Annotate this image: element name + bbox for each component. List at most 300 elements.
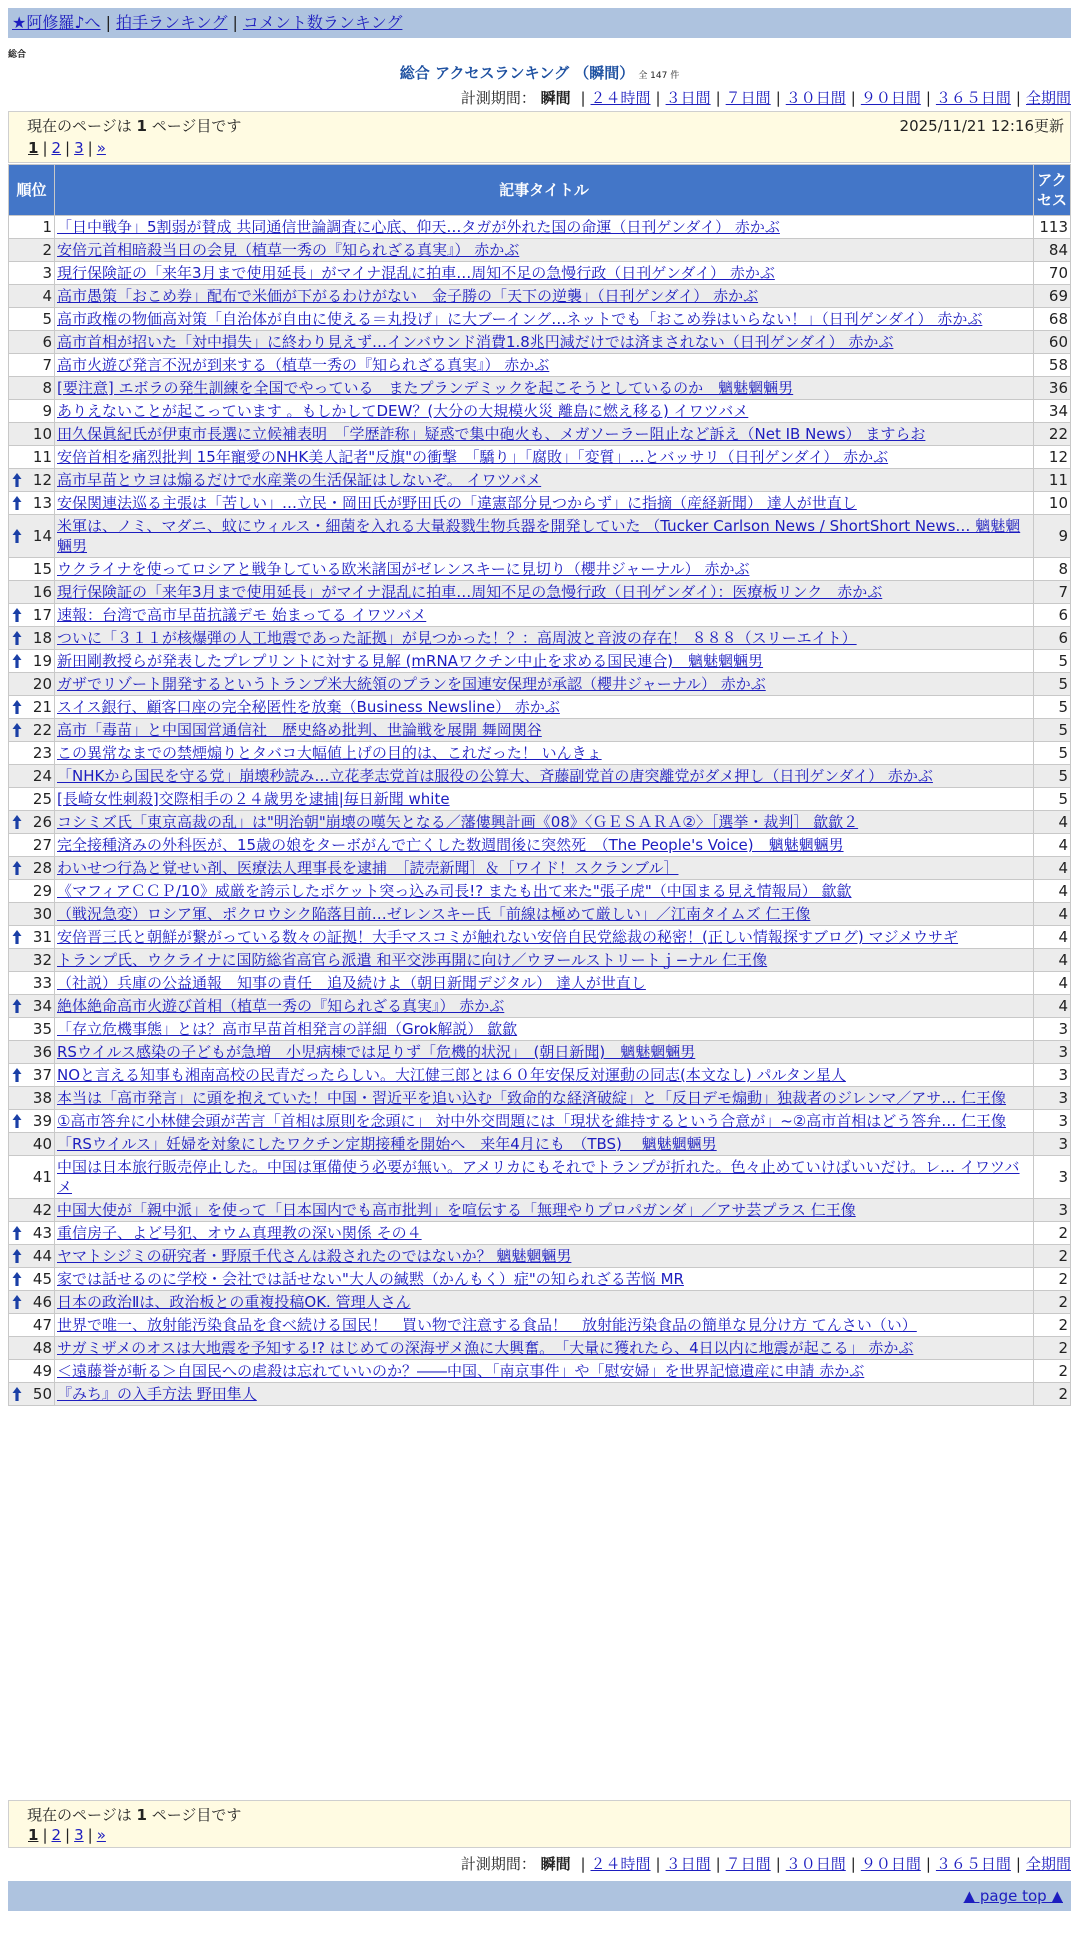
rank-number: 28 (32, 859, 52, 877)
rank-number: 26 (32, 813, 52, 831)
article-title-link[interactable]: 現行保険証の「来年3月まで使用延長」がマイナ混乱に拍車…周知不足の急慢行政（日刊ゲンダイ）：医療板リンク 赤かぶ (57, 583, 883, 601)
rank-number: 50 (32, 1385, 52, 1403)
table-row (9, 377, 1070, 399)
rank-number: 42 (32, 1201, 52, 1219)
item-count: 全 147 件 (638, 71, 680, 81)
access-count: 3 (1034, 1199, 1070, 1221)
access-count: 2 (1034, 1222, 1070, 1244)
page-title (0, 62, 1079, 83)
current-page-text (27, 115, 241, 136)
article-title-link[interactable]: 《マフィアＣＣＰ/10》威厳を誇示したポケット突っ込み司長!? またも出て来た"張子虎"（中国まる見え情報局） 歙歙 (57, 882, 852, 900)
period-separator: | (850, 89, 856, 107)
period-separator: | (655, 89, 661, 107)
table-row (9, 308, 1070, 330)
period-link[interactable]: ３日間 (665, 1855, 711, 1873)
table-row (9, 719, 1070, 741)
article-title-link[interactable]: ＜遠藤誉が斬る＞自国民への虐殺は忘れていいのか？――中国、「南京事件」や「慰安婦」を世界記憶遺産に申請 赤かぶ (57, 1362, 865, 1380)
rank-up-arrow-icon (12, 472, 22, 488)
table-row (9, 926, 1070, 948)
rank-cell (9, 492, 54, 514)
rank-up-arrow-icon (12, 528, 22, 544)
period-link[interactable]: ３日間 (665, 89, 711, 107)
title-cell (55, 1245, 1033, 1267)
rank-cell (9, 1245, 54, 1267)
table-row (9, 446, 1070, 468)
table-row (9, 949, 1070, 971)
access-count: 84 (1034, 239, 1070, 261)
title-cell (55, 857, 1033, 879)
access-count: 34 (1034, 400, 1070, 422)
title-cell (55, 1156, 1033, 1198)
period-separator: | (715, 1855, 721, 1873)
access-count: 2 (1034, 1360, 1070, 1382)
pager-top (28, 139, 106, 157)
rank-number: 41 (32, 1168, 52, 1186)
article-title-link[interactable]: [要注意] エボラの発生訓練を全国でやっている またプランデミックを起こそうとしているのか 魑魅魍魎男 (57, 379, 794, 397)
rank-up-arrow-icon (12, 1271, 22, 1287)
article-title-link[interactable]: コシミズ氏「東京高裁の乱」は"明治朝"崩壊の嘆矢となる／藩僂興計画《08》〈ＧＥＳＡＲＡ②〉［選挙・裁判］ 歙歙２ (57, 813, 859, 831)
pager-separator: | (42, 1826, 48, 1844)
access-count: 5 (1034, 696, 1070, 718)
article-title-link[interactable]: 安保関連法巡る主張は「苦しい」…立民・岡田氏が野田氏の「違憲部分見つからず」に指摘（産経新聞） 達人が世直し (57, 494, 857, 512)
article-title-link[interactable]: トランプ氏、ウクライナに国防総省高官ら派遣 和平交渉再開に向け／ウヲールストリートｊ−ナル 仁王像 (57, 951, 768, 969)
pager-page-link[interactable]: 3 (74, 1826, 84, 1844)
article-title-link[interactable]: 「RSウイルス」妊婦を対象にしたワクチン定期接種を開始へ 来年4月にも （TBS) 魑魅魍魎男 (57, 1135, 717, 1153)
access-count: 22 (1034, 423, 1070, 445)
rank-number: 3 (42, 264, 52, 282)
rank-cell (9, 469, 54, 491)
article-title-link[interactable]: 安倍首相を痛烈批判 15年寵愛のNHK美人記者"反旗"の衝撃 「驕り」「腐敗」「変質」…とバッサリ（日刊ゲンダイ） 赤かぶ (57, 448, 889, 466)
rank-up-arrow-icon (12, 1225, 22, 1241)
pager-separator: | (65, 1826, 71, 1844)
pager-page-link[interactable]: 3 (74, 139, 84, 157)
title-cell (55, 400, 1033, 422)
current-page-prefix: 現在のページは (27, 117, 137, 135)
table-row (9, 995, 1070, 1017)
access-count: 60 (1034, 331, 1070, 353)
rank-cell (9, 742, 54, 764)
period-separator: | (775, 89, 781, 107)
article-title-link[interactable]: 「日中戦争」5割弱が賛成 共同通信世論調査に心底、仰天…タガが外れた国の命運（日刊ゲンダイ） 赤かぶ (57, 218, 780, 236)
title-cell (55, 1337, 1033, 1359)
article-title-link[interactable]: 高市火遊び発言不況が到来する（植草一秀の『知られざる真実』） 赤かぶ (57, 356, 550, 374)
access-count: 4 (1034, 857, 1070, 879)
rank-number: 10 (32, 425, 52, 443)
title-cell (55, 1041, 1033, 1063)
table-row (9, 696, 1070, 718)
article-title-link[interactable]: 日本の政治Ⅱは、政治板との重複投稿OK. 管理人さん (57, 1293, 411, 1311)
pager-next-link[interactable]: » (96, 139, 106, 157)
rank-cell (9, 995, 54, 1017)
rank-cell (9, 1018, 54, 1040)
rank-number: 4 (42, 287, 52, 305)
rank-cell (9, 719, 54, 741)
table-row (9, 765, 1070, 787)
rank-up-arrow-icon (12, 1113, 22, 1129)
title-cell (55, 469, 1033, 491)
period-links (575, 89, 1071, 107)
rank-number: 35 (32, 1020, 52, 1038)
access-count: 6 (1034, 627, 1070, 649)
rank-up-arrow-icon (12, 1248, 22, 1264)
rank-number: 23 (32, 744, 52, 762)
article-title-link[interactable]: [長崎女性刺殺]交際相手の２４歳男を逮捕|毎日新聞 white (57, 790, 450, 808)
table-row (9, 558, 1070, 580)
title-cell (55, 1064, 1033, 1086)
rank-number: 2 (42, 241, 52, 259)
table-row (9, 811, 1070, 833)
article-title-link[interactable]: 「存立危機事態」とは？高市早苗首相発言の詳細（Grok解説） 歙歙 (57, 1020, 518, 1038)
article-title-link[interactable]: 現行保険証の「来年3月まで使用延長」がマイナ混乱に拍車…周知不足の急慢行政（日刊ゲンダイ） 赤かぶ (57, 264, 775, 282)
access-count: 4 (1034, 972, 1070, 994)
article-title-link[interactable]: 高市政権の物価高対策「自治体が自由に使える＝丸投げ」に大ブーイング…ネットでも「おこめ券はいらない！」（日刊ゲンダイ） 赤かぶ (57, 310, 983, 328)
rank-cell (9, 834, 54, 856)
article-title-link[interactable]: ガザでリゾート開発するというトランプ米大統領のプランを国連安保理が承認（櫻井ジャーナル） 赤かぶ (57, 675, 766, 693)
access-count: 5 (1034, 765, 1070, 787)
pager-page-link[interactable]: 2 (51, 139, 62, 157)
access-count: 11 (1034, 469, 1070, 491)
rank-cell (9, 857, 54, 879)
article-title-link[interactable]: この異常なまでの禁煙煽りとタバコ大幅値上げの目的は、これだった！ いんきょ (57, 744, 602, 762)
access-count: 68 (1034, 308, 1070, 330)
table-row (9, 1314, 1070, 1336)
rank-cell (9, 377, 54, 399)
rank-number: 40 (32, 1135, 52, 1153)
rank-cell (9, 423, 54, 445)
article-title-link[interactable]: 世界で唯一、放射能汚染食品を食べ続ける国民！ 買い物で注意する食品！ 放射能汚染食品の簡単な見分け方 てんさい（い） (57, 1316, 917, 1334)
rank-number: 45 (32, 1270, 52, 1288)
rank-cell (9, 926, 54, 948)
title-cell (55, 1133, 1033, 1155)
rank-number: 29 (32, 882, 52, 900)
period-separator: | (580, 89, 586, 107)
article-title-link[interactable]: 米軍は、ノミ、マダニ、蚊にウィルス・細菌を入れる大量殺戮生物兵器を開発していた （Tucker Carlson News / ShortShort News… 魑魅魍魎男 (57, 517, 1021, 555)
article-title-link[interactable]: 絶体絶命高市火遊び首相（植草一秀の『知られざる真実』） 赤かぶ (57, 997, 505, 1015)
rank-number: 1 (42, 218, 52, 236)
rank-cell (9, 811, 54, 833)
title-cell (55, 354, 1033, 376)
period-link[interactable]: ９０日間 (860, 1855, 921, 1873)
pager-current-page: 1 (28, 1826, 39, 1844)
rank-cell (9, 604, 54, 626)
table-row (9, 469, 1070, 491)
rank-number: 22 (32, 721, 52, 739)
rank-cell (9, 216, 54, 238)
access-count: 12 (1034, 446, 1070, 468)
article-title-link[interactable]: ①高市答弁に小林健会頭が苦言「首相は原則を念頭に」 対中外交問題には「現状を維持するという合意が」~②高市首相はどう答弁… 仁王像 (57, 1112, 1007, 1130)
rank-cell (9, 1291, 54, 1313)
table-row (9, 857, 1070, 879)
title-cell (55, 1018, 1033, 1040)
nav-separator: | (105, 13, 111, 32)
table-row (9, 423, 1070, 445)
period-separator: | (715, 89, 721, 107)
rank-cell (9, 239, 54, 261)
article-title-link[interactable]: 中国は日本旅行販売停止した。中国は軍備使う必要が無い。アメリカにもそれでトランプが折れた。色々止めていけばいいだけ。レ… イワツバメ (57, 1158, 1020, 1196)
access-count: 69 (1034, 285, 1070, 307)
article-title-link[interactable]: 安倍晋三氏と朝鮮が繋がっている数々の証拠！大手マスコミが触れない安倍自民党総裁の秘密！(正しい情報探すブログ) マジメウサギ (57, 928, 959, 946)
table-row (9, 788, 1070, 810)
article-title-link[interactable]: 速報：台湾で高市早苗抗議デモ 始まってる イワツバメ (57, 606, 427, 624)
access-count: 3 (1034, 1156, 1070, 1198)
title-cell (55, 558, 1033, 580)
period-separator: | (775, 1855, 781, 1873)
table-row (9, 1245, 1070, 1267)
title-header: 記事タイトル (55, 165, 1033, 215)
title-cell (55, 788, 1033, 810)
title-cell (55, 1383, 1033, 1405)
article-title-link[interactable]: NOと言える知事も湘南高校の民青だったらしい。大江健三郎とは６０年安保反対運動の同志(本文なし) パルタン星人 (57, 1066, 846, 1084)
rank-number: 34 (32, 997, 52, 1015)
rank-cell (9, 972, 54, 994)
rank-cell (9, 515, 54, 557)
current-page-prefix: 現在のページは (27, 1806, 137, 1824)
table-row (9, 285, 1070, 307)
rank-number: 30 (32, 905, 52, 923)
ranking-title: 総合 アクセスランキング （瞬間） (399, 64, 635, 82)
article-title-link[interactable]: 高市早苗とウヨは煽るだけで水産業の生活保証はしないぞ。 イワツバメ (57, 471, 542, 489)
article-title-link[interactable]: 「NHKから国民を守る党」崩壊秒読み…立花孝志党首は服役の公算大、斉藤副党首の唐突離党がダメ押し（日刊ゲンダイ） 赤かぶ (57, 767, 933, 785)
article-title-link[interactable]: ありえないことが起こっています 。もしかしてDEW？(大分の大規模火災 離島に燃え移る) イワツバメ (57, 402, 749, 420)
rank-cell (9, 400, 54, 422)
article-title-link[interactable]: 家では話せるのに学校・会社では話せない"大人の緘黙（かんもく）症"の知られざる苦悩 MR (57, 1270, 684, 1288)
pager-page-link[interactable]: 2 (51, 1826, 62, 1844)
table-row (9, 673, 1070, 695)
access-count: 2 (1034, 1291, 1070, 1313)
article-title-link[interactable]: ヤマトシジミの研究者・野原千代さんは殺されたのではないか？ 魑魅魍魎男 (57, 1247, 572, 1265)
table-row (9, 1268, 1070, 1290)
period-link[interactable]: ２４時間 (590, 89, 651, 107)
title-cell (55, 880, 1033, 902)
article-title-link[interactable]: 高市「毒苗」と中国国営通信社 歴史絡め批判、世論戦を展開 舞岡関谷 (57, 721, 542, 739)
access-count: 4 (1034, 995, 1070, 1017)
title-cell (55, 1199, 1033, 1221)
access-count: 2 (1034, 1245, 1070, 1267)
article-title-link[interactable]: 本当は「高市発言」に頭を抱えていた！中国・習近平を追い込む「致命的な経済破綻」と「反日デモ煽動」独裁者のジレンマ／アサ… 仁王像 (57, 1089, 1007, 1107)
rank-cell (9, 446, 54, 468)
rank-up-arrow-icon (12, 1386, 22, 1402)
current-page-suffix: ページ目です (146, 117, 242, 135)
title-cell (55, 834, 1033, 856)
access-count: 3 (1034, 1064, 1070, 1086)
title-cell (55, 972, 1033, 994)
access-count: 58 (1034, 354, 1070, 376)
rank-cell (9, 262, 54, 284)
rank-cell (9, 1383, 54, 1405)
rank-cell (9, 903, 54, 925)
table-row (9, 903, 1070, 925)
article-title-link[interactable]: 完全接種済みの外科医が、15歳の娘をターボがんで亡くした数週間後に突然死 （The People's Voice) 魑魅魍魎男 (57, 836, 844, 854)
rank-number: 43 (32, 1224, 52, 1242)
pager-current-page: 1 (28, 139, 39, 157)
table-row (9, 400, 1070, 422)
article-title-link[interactable]: 中国大使が「親中派」を使って「日本国内でも高市批判」を喧伝する「無理やりプロパガンダ」／アサ芸プラス 仁王像 (57, 1201, 856, 1219)
rank-number: 48 (32, 1339, 52, 1357)
period-link[interactable]: 全期間 (1025, 1855, 1071, 1873)
access-count: 8 (1034, 558, 1070, 580)
article-title-link[interactable]: ウクライナを使ってロシアと戦争している欧米諸国がゼレンスキーに見切り（櫻井ジャーナル） 赤かぶ (57, 560, 750, 578)
access-count: 7 (1034, 581, 1070, 603)
article-title-link[interactable]: サガミザメのオスは大地震を予知する!? はじめての深海ザメ漁に大興奮。 「大量に獲れたら、4日以内に地震が起こる」 赤かぶ (57, 1339, 914, 1357)
period-link[interactable]: ７日間 (725, 1855, 771, 1873)
title-cell (55, 581, 1033, 603)
period-separator: | (925, 89, 931, 107)
rank-number: 49 (32, 1362, 52, 1380)
title-cell (55, 1087, 1033, 1109)
access-count: 2 (1034, 1337, 1070, 1359)
access-count: 4 (1034, 880, 1070, 902)
rank-up-arrow-icon (12, 630, 22, 646)
pager-separator: | (42, 139, 48, 157)
current-page-num: 1 (136, 117, 147, 135)
access-count: 4 (1034, 834, 1070, 856)
pager-separator: | (87, 1826, 93, 1844)
period-link[interactable]: ３６５日間 (935, 1855, 1011, 1873)
access-count: 5 (1034, 650, 1070, 672)
rank-up-arrow-icon (12, 722, 22, 738)
access-count: 9 (1034, 515, 1070, 557)
title-cell (55, 446, 1033, 468)
table-row (9, 1222, 1070, 1244)
table-row (9, 627, 1070, 649)
period-link[interactable]: ７日間 (725, 89, 771, 107)
article-title-link[interactable]: 高市愚策「おこめ券」配布で米価が下がるわけがない 金子勝の「天下の逆襲」（日刊ゲンダイ） 赤かぶ (57, 287, 759, 305)
article-title-link[interactable]: 新田剛教授らが発表したプレプリントに対する見解 (mRNAワクチン中止を求める国民連合) 魑魅魍魎男 (57, 652, 764, 670)
rank-number: 11 (32, 448, 52, 466)
title-cell (55, 673, 1033, 695)
page-top-link[interactable]: ▲ page top ▲ (963, 1887, 1063, 1905)
title-cell (55, 742, 1033, 764)
period-separator: | (925, 1855, 931, 1873)
rank-cell (9, 765, 54, 787)
access-count: 10 (1034, 492, 1070, 514)
article-title-link[interactable]: 重信房子、よど号犯、オウム真理教の深い関係 その４ (57, 1224, 422, 1242)
period-separator: | (1015, 1855, 1021, 1873)
article-title-link[interactable]: ついに「３１１が核爆弾の人工地震であった証拠」が見つかった！？：高周波と音波の存在！ ８８８（スリーエイト） (57, 629, 857, 647)
title-cell (55, 1222, 1033, 1244)
rank-number: 8 (42, 379, 52, 397)
table-row (9, 239, 1070, 261)
updated-timestamp: 2025/11/21 12:16更新 (899, 117, 1064, 135)
rank-number: 47 (32, 1316, 52, 1334)
rank-cell (9, 1360, 54, 1382)
article-title-link[interactable]: 高市首相が招いた「対中損失」に終わり見えず…インバウンド消費1.8兆円減だけでは済まされない（日刊ゲンダイ） 赤かぶ (57, 333, 894, 351)
title-cell (55, 903, 1033, 925)
current-page-suffix: ページ目です (146, 1806, 242, 1824)
article-title-link[interactable]: スイス銀行、顧客口座の完全秘匿性を放棄（Business Newsline） 赤かぶ (57, 698, 560, 716)
access-header: アクセス (1034, 165, 1070, 215)
table-row (9, 1018, 1070, 1040)
rank-cell (9, 1087, 54, 1109)
period-separator: | (655, 1855, 661, 1873)
rank-cell (9, 650, 54, 672)
article-title-link[interactable]: （戦況急変）ロシア軍、ポクロウシク陥落目前…ゼレンスキー氏「前線は極めて厳しい」／江南タイムズ 仁王像 (57, 905, 811, 923)
comment-ranking-link[interactable]: コメント数ランキング (242, 13, 403, 32)
table-row (9, 650, 1070, 672)
rank-number: 16 (32, 583, 52, 601)
rank-number: 32 (32, 951, 52, 969)
rank-cell (9, 627, 54, 649)
period-link[interactable]: ９０日間 (860, 89, 921, 107)
rank-cell (9, 1156, 54, 1198)
table-row (9, 1291, 1070, 1313)
rank-cell (9, 1222, 54, 1244)
rank-number: 31 (32, 928, 52, 946)
article-title-link[interactable]: 安倍元首相暗殺当日の会見（植草一秀の『知られざる真実』） 赤かぶ (57, 241, 520, 259)
article-title-link[interactable]: 田久保眞紀氏が伊東市長選に立候補表明 「学歴詐称」疑惑で集中砲火も、メガソーラー阻止など訴え（Net IB News） ますらお (57, 425, 926, 443)
title-cell (55, 331, 1033, 353)
article-title-link[interactable]: （社説）兵庫の公益通報 知事の責任 追及続けよ（朝日新聞デジタル） 達人が世直し (57, 974, 646, 992)
access-count: 5 (1034, 788, 1070, 810)
title-cell (55, 650, 1033, 672)
article-title-link[interactable]: RSウイルス感染の子どもが急増 小児病棟では足りず「危機的状況」 (朝日新聞) 魑魅魍魎男 (57, 1043, 696, 1061)
rank-up-arrow-icon (12, 607, 22, 623)
rank-number: 36 (32, 1043, 52, 1061)
title-cell (55, 719, 1033, 741)
period-link[interactable]: ２４時間 (590, 1855, 651, 1873)
rank-up-arrow-icon (12, 814, 22, 830)
access-count: 6 (1034, 604, 1070, 626)
rank-up-arrow-icon (12, 495, 22, 511)
title-cell (55, 696, 1033, 718)
title-cell (55, 285, 1033, 307)
rank-cell (9, 1268, 54, 1290)
title-cell (55, 515, 1033, 557)
rank-number: 18 (32, 629, 52, 647)
rank-up-arrow-icon (12, 1067, 22, 1083)
table-row (9, 515, 1070, 557)
rank-cell (9, 1110, 54, 1132)
rank-number: 21 (32, 698, 52, 716)
title-cell (55, 1268, 1033, 1290)
title-cell (55, 216, 1033, 238)
title-cell (55, 492, 1033, 514)
access-count: 2 (1034, 1383, 1070, 1405)
title-cell (55, 239, 1033, 261)
rank-up-arrow-icon (12, 699, 22, 715)
period-selector-top (461, 87, 1071, 108)
title-cell (55, 1360, 1033, 1382)
rank-number: 46 (32, 1293, 52, 1311)
access-count: 3 (1034, 1133, 1070, 1155)
rank-cell (9, 558, 54, 580)
period-link[interactable]: ３０日間 (785, 89, 846, 107)
table-row (9, 972, 1070, 994)
table-row (9, 1360, 1070, 1382)
current-page-text-bottom (27, 1804, 241, 1825)
article-title-link[interactable]: 『みち』の入手方法 野田隼人 (57, 1385, 257, 1403)
rank-number: 15 (32, 560, 52, 578)
access-count: 5 (1034, 673, 1070, 695)
period-link[interactable]: 全期間 (1025, 89, 1071, 107)
ranking-table (8, 164, 1071, 1406)
period-link[interactable]: ３０日間 (785, 1855, 846, 1873)
article-title-link[interactable]: わいせつ行為と覚せい剤、医療法人理事長を逮捕 ［読売新聞］＆［ワイド！スクランブル］ (57, 859, 679, 877)
access-count: 3 (1034, 1018, 1070, 1040)
clap-ranking-link[interactable]: 拍手ランキング (115, 13, 228, 32)
period-current: 瞬間 (540, 1855, 571, 1873)
period-link[interactable]: ３６５日間 (935, 89, 1011, 107)
table-row (9, 1110, 1070, 1132)
pager-next-link[interactable]: » (96, 1826, 106, 1844)
rank-cell (9, 880, 54, 902)
home-link[interactable]: ★阿修羅♪へ (12, 13, 101, 32)
table-row (9, 1199, 1070, 1221)
title-cell (55, 627, 1033, 649)
rank-number: 20 (32, 675, 52, 693)
rank-cell (9, 696, 54, 718)
rank-number: 19 (32, 652, 52, 670)
